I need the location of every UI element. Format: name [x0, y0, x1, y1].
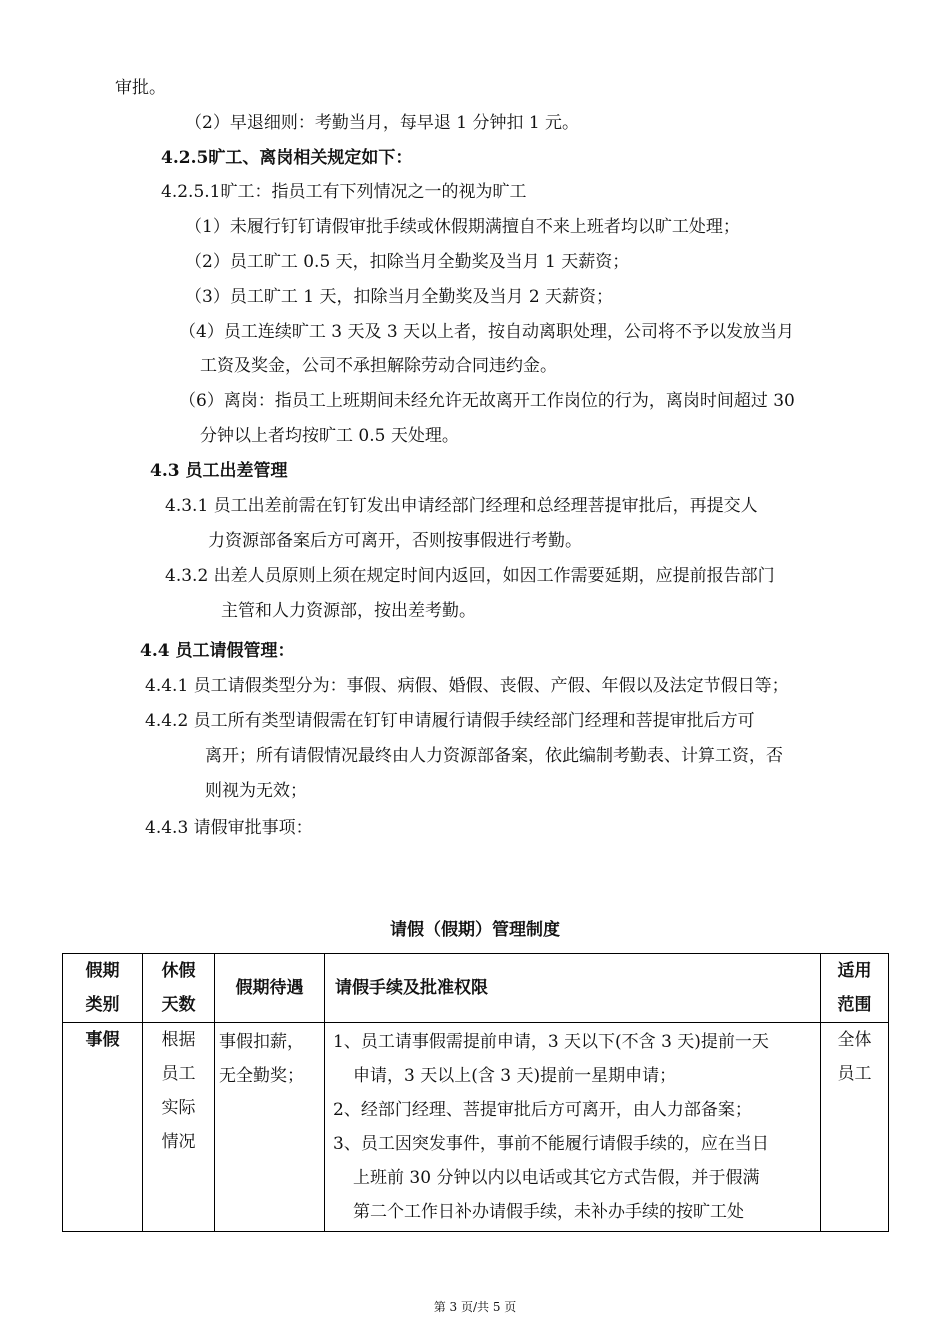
text-line: 4.4.3 请假审批事项： [145, 818, 313, 838]
section-heading: 4.2.5旷工、离岗相关规定如下： [161, 148, 413, 168]
table-row [63, 1023, 889, 1232]
text-line: 力资源部备案后方可离开，否则按事假进行考勤。 [208, 531, 582, 551]
text-line: 则视为无效； [205, 781, 307, 801]
text-line: 4.3.1 员工出差前需在钉钉发出申请经部门经理和总经理菩提审批后，再提交人 [165, 496, 758, 516]
text-line: （2）早退细则：考勤当月，每早退 1 分钟扣 1 元。 [185, 113, 580, 133]
text-line: （3）员工旷工 1 天，扣除当月全勤奖及当月 2 天薪资； [185, 287, 614, 307]
text-line: 分钟以上者均按旷工 0.5 天处理。 [200, 426, 459, 446]
section-heading: 4.3 员工出差管理 [150, 461, 288, 481]
cell-leave-days: 根据员工实际情况 [143, 1023, 215, 1232]
text-line: 4.4.2 员工所有类型请假需在钉钉申请履行请假手续经部门经理和菩提审批后方可 [145, 711, 755, 731]
cell-procedure: 1、员工请事假需提前申请，3 天以下(不含 3 天)提前一天 申请，3 天以上(含 3 天)提前一星期申请； 2、经部门经理、菩提审批后方可离开，由人力部备案； 3、员工因突发事件，事前不能履行请假手续的，应在当日 上班前 30 分钟以内以电话或其它方式告假，并于假满 第二个工作日补办请假手续，未补办手续的按旷工处 [325, 1023, 821, 1232]
header-scope: 适用范围 [821, 954, 889, 1023]
header-leave-days: 休假天数 [143, 954, 215, 1023]
table-header-row [63, 954, 889, 1023]
cell-scope: 全体员工 [821, 1023, 889, 1232]
header-treatment: 假期待遇 [215, 954, 325, 1023]
text-line: 离开；所有请假情况最终由人力资源部备案，依此编制考勤表、计算工资，否 [205, 746, 783, 766]
page-number: 第 3 页/共 5 页 [433, 1300, 517, 1314]
text-line: （6）离岗：指员工上班期间未经允许无故离开工作岗位的行为，离岗时间超过 30 [179, 391, 795, 411]
text-line: （4）员工连续旷工 3 天及 3 天以上者，按自动离职处理，公司将不予以发放当月 [179, 322, 795, 342]
header-procedure: 请假手续及批准权限 [325, 954, 821, 1023]
text-line: 4.2.5.1旷工：指员工有下列情况之一的视为旷工 [161, 182, 527, 202]
text-line: （2）员工旷工 0.5 天，扣除当月全勤奖及当月 1 天薪资； [185, 252, 630, 272]
table-title: 请假（假期）管理制度 [390, 920, 560, 940]
text-line: 4.3.2 出差人员原则上须在规定时间内返回，如因工作需要延期，应提前报告部门 [165, 566, 775, 586]
text-line: （1）未履行钉钉请假审批手续或休假期满擅自不来上班者均以旷工处理； [185, 217, 740, 237]
section-heading: 4.4 员工请假管理： [140, 641, 295, 661]
text-line: 审批。 [115, 78, 166, 98]
header-leave-type: 假期类别 [63, 954, 143, 1023]
cell-treatment: 事假扣薪， 无全勤奖； [215, 1023, 325, 1232]
leave-policy-table [62, 953, 889, 1232]
text-line: 4.4.1 员工请假类型分为：事假、病假、婚假、丧假、产假、年假以及法定节假日等； [145, 676, 789, 696]
cell-leave-type: 事假 [63, 1023, 143, 1232]
text-line: 工资及奖金，公司不承担解除劳动合同违约金。 [200, 356, 557, 376]
text-line: 主管和人力资源部，按出差考勤。 [221, 601, 476, 621]
